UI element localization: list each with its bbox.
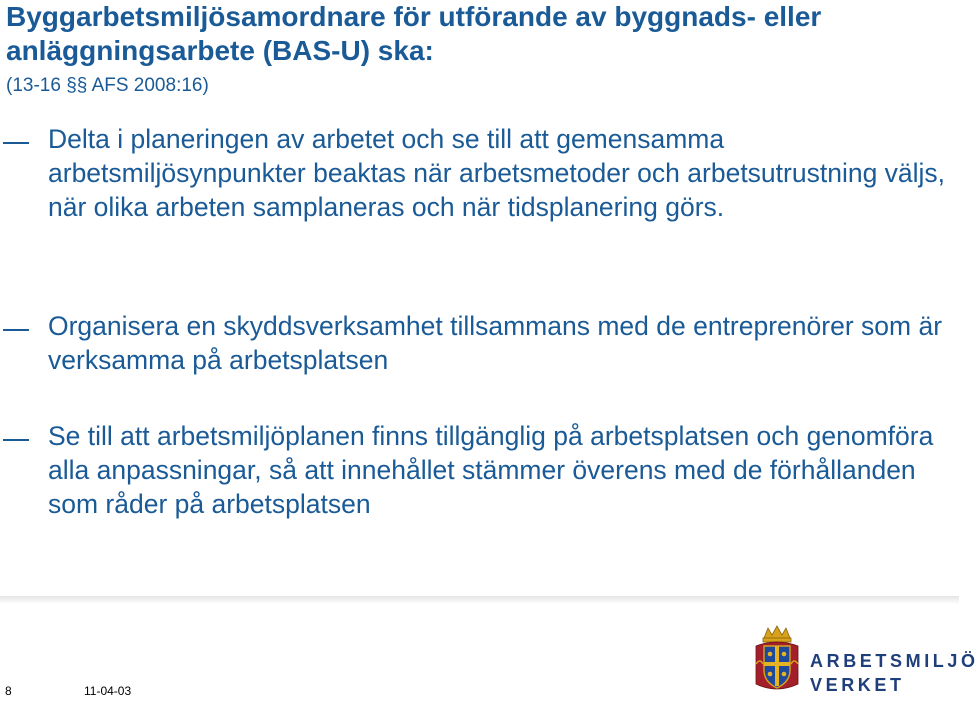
regulation-reference: (13-16 §§ AFS 2008:16) <box>6 75 209 96</box>
slide-title: Byggarbetsmiljösamordnare för utförande av byggnads- eller anläggningsarbete (BAS-U) ska: <box>6 1 822 66</box>
dash-icon <box>3 329 29 331</box>
page-number: 8 <box>5 684 12 698</box>
logo-text-line1: ARBETSMILJÖ <box>810 651 979 671</box>
logo-text-line2: VERKET <box>810 675 905 695</box>
coat-of-arms-icon <box>754 624 800 703</box>
dash-icon <box>3 439 29 441</box>
list-item-text: Se till att arbetsmiljöplanen finns tillgänglig på arbetsplatsen och genomföra alla anpassningar, så att innehållet stämmer överens med de förhållanden som råder på arbetsplatsen <box>48 421 934 519</box>
footer-date: 11-04-03 <box>84 684 132 698</box>
list-item-text: Organisera en skyddsverksamhet tillsammans med de entreprenörer som är verksamma på arbetsplatsen <box>48 311 943 375</box>
dash-icon <box>3 142 29 144</box>
footer-divider <box>0 596 959 604</box>
list-item-text: Delta i planeringen av arbetet och se till att gemensamma arbetsmiljösynpunkter beaktas när arbetsmetoder och arbetsutrustning väljs, när olika arbeten samplaneras och när tidsplanering görs. <box>48 124 946 222</box>
